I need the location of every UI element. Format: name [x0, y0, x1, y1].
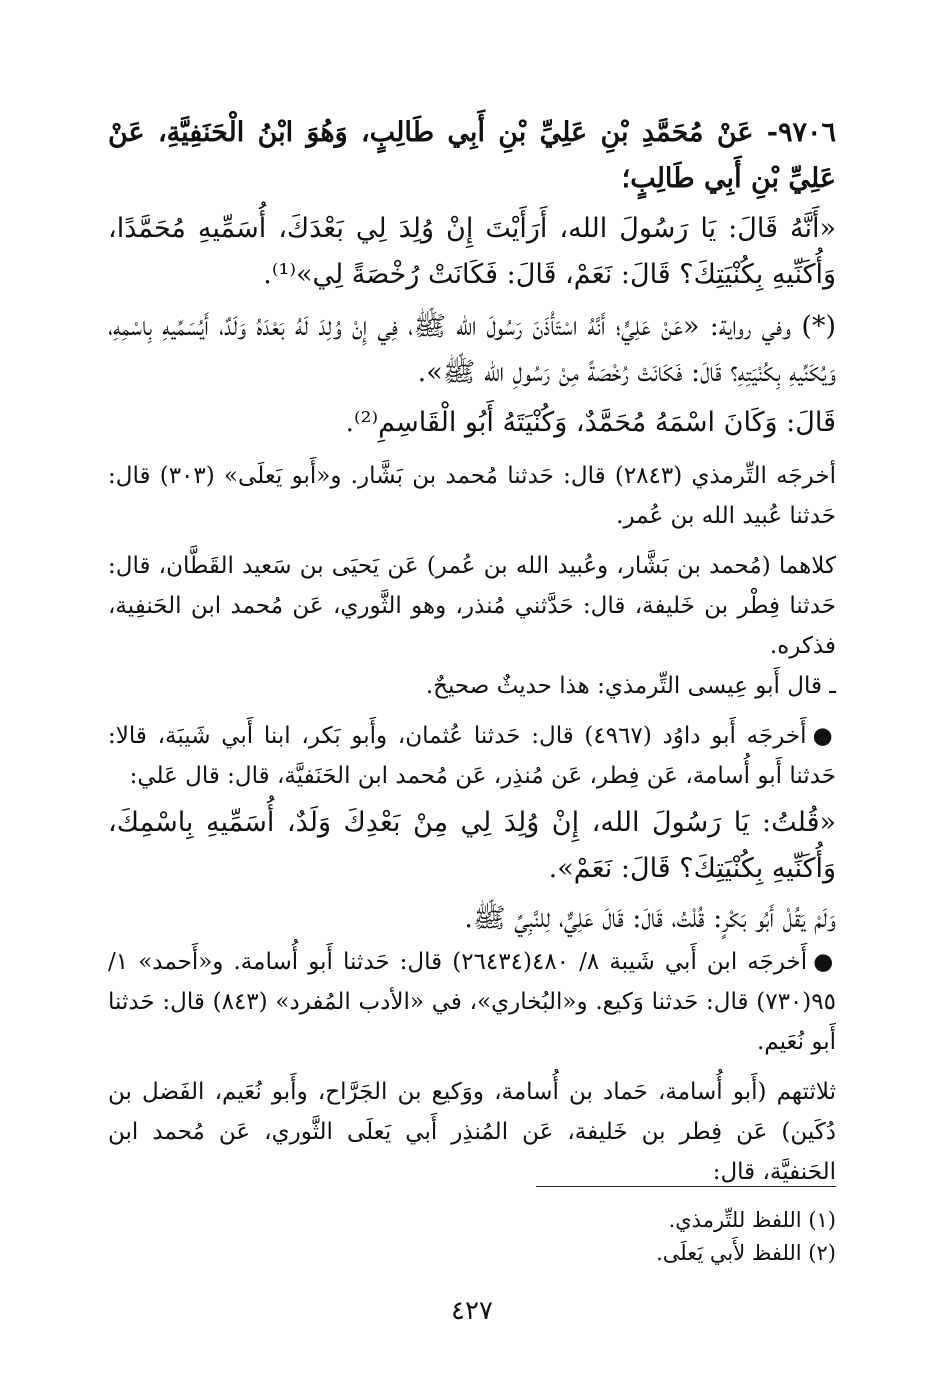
hadith-qala: قَالَ: وَكَانَ اسْمَهُ مُحَمَّدٌ، وَكُنْيَتَهُ أَبُو الْقَاسِمِ⁽²⁾.	[345, 407, 836, 438]
takhrij-abu-dawud	[108, 716, 836, 796]
takhrij-ibn-abi-shayba	[108, 942, 836, 1062]
hadith-heading: ٩٧٠٦- عَنْ مُحَمَّدِ بْنِ عَلِيِّ بْنِ أَبِي طَالِبٍ، وَهُوَ ابْنُ الْحَنَفِيَّةِ، عَنْ عَلِيِّ بْنِ أَبِي طَالِبٍ؛	[108, 117, 836, 194]
takhrij-ibn-abi-shayba-text: أَخرجَه ابن أَبي شَيبة ٨/ ٤٨٠(٢٦٤٣٤) قال: حَدثنا أَبو أُسامة. و«أَحمد» ١/ ٩٥(٧٣٠) قال: حَدثنا وَكيع. و«البُخاري»، في «الأدب المُفرد» (٨٤٣) قال: حَدثنا أَبو نُعَيم.	[108, 949, 836, 1055]
takhrij-three: ثلاثتهم (أَبو أُسامة، حَماد بن أُسامة، ووَكيع بن الجَرَّاح، وأَبو نُعَيم، الفَضل بن دُكَين) عَن فِطر بن خَليفة، عَن المُنذِر أَبي يَعلَى الثَّوري، عَن مُحمد ابن الحَنفيَّة، قال:	[108, 1079, 836, 1185]
abu-dawud-note: وَلَمْ يَقُلْ أَبُو بَكْرٍ: قُلْتُ، قَالَ: قَالَ عَلِيٌّ، لِلنَّبِيِّ ﷺ.	[464, 903, 836, 934]
footnote-1: (١) اللفظ للتِّرمذي.	[668, 1208, 836, 1232]
footnote-2: (٢) اللفظ لأَبي يَعلَى.	[656, 1241, 836, 1265]
page-number: ٤٢٧	[451, 1296, 493, 1326]
page-body	[108, 110, 836, 1192]
footnote-separator	[536, 1186, 836, 1187]
takhrij-tirmidhi: أخرجَه التِّرمذي (٢٨٤٣) قال: حَدثنا مُحمد بن بَشَّار. و«أَبو يَعلَى» (٣٠٣) قال: حَدثنا عُبيد الله بن عُمر.	[108, 463, 836, 529]
bullet-icon: ●	[813, 948, 836, 975]
abu-dawud-quote: «قُلتُ: يَا رَسُولَ الله، إِنْ وُلِدَ لِي مِنْ بَعْدِكَ وَلَدٌ، أُسَمِّيهِ بِاسْمِكَ، وَأُكَنِّيهِ بِكُنْيَتِكَ؟ قَالَ: نَعَمْ».	[108, 807, 836, 884]
bullet-icon: ●	[812, 722, 836, 749]
takhrij-both: كلاهما (مُحمد بن بَشَّار، وعُبيد الله بن عُمر) عَن يَحيَى بن سَعيد القَطَّان، قال: حَدثنا فِطْر بن خَليفة، قال: حَدَّثني مُنذر، وهو الثَّوري، عَن مُحمد ابن الحَنفِية، فذكره.	[108, 553, 836, 659]
takhrij-abu-dawud-text: أَخرجَه أَبو داوُد (٤٩٦٧) قال: حَدثنا عُثمان، وأَبو بَكر، ابنا أَبي شَيبَة، قالا: حَدثنا أَبو أُسامة، عَن فِطر، عَن مُنذِر، عَن مُحمد ابن الحَنَفيَّة، قال: قال عَلي:	[108, 723, 836, 789]
footnotes	[108, 1204, 836, 1270]
hadith-riwaya: (*) وفي رواية: «عَنْ عَلِيٍّ؛ أَنَّهُ اسْتَأْذَنَ رَسُولَ الله ﷺ، فِي إِنْ وُلِدَ لَهُ بَعْدَهُ وَلَدٌ، أَيُسَمِّيهِ بِاسْمِهِ، وَيُكَنِّيهِ بِكُنْيَتِهِ؟ قَالَ: فَكَانَتْ رُخْصَةً مِنْ رَسُولِ الله ﷺ».	[108, 311, 836, 388]
tirmidhi-grading: ـ قال أَبو عِيسى التِّرمذي: هذا حديثٌ صحيحٌ.	[425, 673, 836, 699]
hadith-matn: «أَنَّهُ قَالَ: يَا رَسُولَ الله، أَرَأَيْتَ إِنْ وُلِدَ لِي بَعْدَكَ، أُسَمِّيهِ مُحَمَّدًا، وَأُكَنِّيهِ بِكُنْيَتِكَ؟ قَالَ: نَعَمْ، قَالَ: فَكَانَتْ رُخْصَةً لِي»⁽¹⁾.	[108, 213, 836, 290]
